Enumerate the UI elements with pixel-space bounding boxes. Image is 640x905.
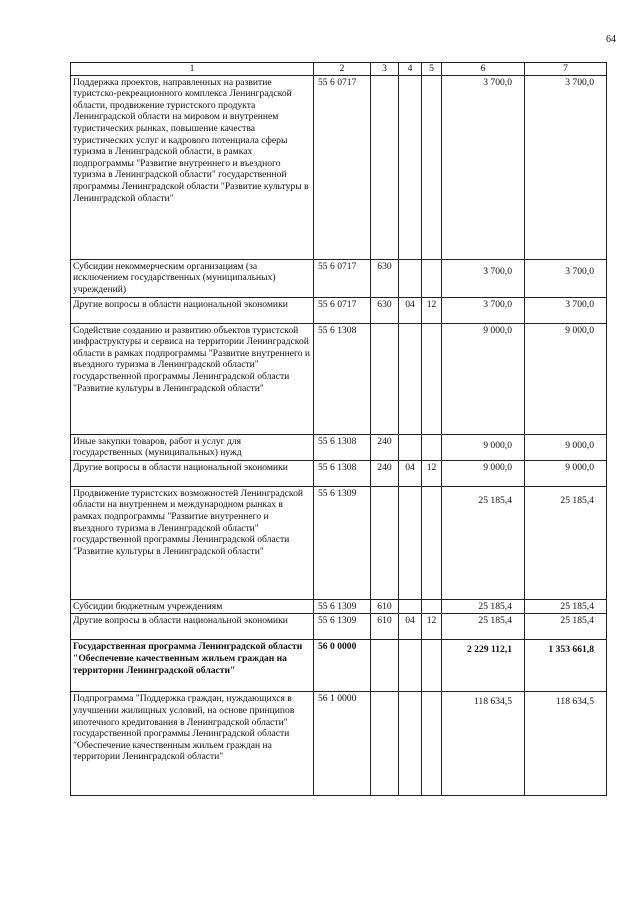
row-rz	[399, 692, 422, 796]
table-row	[71, 599, 607, 614]
row-rz	[399, 486, 422, 599]
header-cell: 1	[71, 63, 314, 76]
row-vr	[371, 640, 399, 692]
row-value-2: 3 700,0	[525, 259, 607, 297]
table-row	[71, 460, 607, 486]
row-pr	[422, 486, 442, 599]
header-cell: 2	[314, 63, 371, 76]
row-vr	[371, 692, 399, 796]
row-value-1: 9 000,0	[442, 460, 525, 486]
row-vr: 610	[371, 614, 399, 640]
row-pr	[422, 599, 442, 614]
row-pr	[422, 640, 442, 692]
table-row	[71, 640, 607, 692]
row-value-2: 1 353 661,8	[525, 640, 607, 692]
row-code: 55 6 1308	[314, 460, 371, 486]
row-pr	[422, 75, 442, 259]
table-row	[71, 692, 607, 796]
row-name: Продвижение туристских возможностей Ленинградской области на внутреннем и международном рынках в рамках подпрограммы "Развитие внутреннего и въездного туризма в Ленинградской области" государственной программы Ленинградской области "Развитие культуры в Ленинградской области"	[71, 486, 314, 599]
row-pr	[422, 259, 442, 297]
row-code: 55 6 1309	[314, 486, 371, 599]
row-name: Субсидии некоммерческим организациям (за исключением государственных (муниципальных) учреждений)	[71, 259, 314, 297]
row-pr: 12	[422, 614, 442, 640]
budget-table	[70, 62, 607, 796]
row-name: Другие вопросы в области национальной экономики	[71, 297, 314, 323]
row-name: Государственная программа Ленинградской области "Обеспечение качественным жильем граждан на территории Ленинградской области"	[71, 640, 314, 692]
row-code: 55 6 0717	[314, 259, 371, 297]
row-name: Поддержка проектов, направленных на развитие туристско-рекреационного комплекса Ленинградской области, продвижение туристского продукта Ленинградской области на мировом и внутреннем туристических рынках, повышение качества туристических услуг и кадрового потенциала сферы туризма в Ленинградской области, в рамках подпрограммы "Развитие внутреннего и въездного туризма в Ленинградской области" государственной программы Ленинградской области "Развитие культуры в Ленинградской области"	[71, 75, 314, 259]
row-vr: 240	[371, 434, 399, 460]
row-name: Другие вопросы в области национальной экономики	[71, 614, 314, 640]
row-pr	[422, 323, 442, 434]
row-value-2: 25 185,4	[525, 486, 607, 599]
row-value-2: 9 000,0	[525, 434, 607, 460]
row-value-1: 25 185,4	[442, 614, 525, 640]
row-code: 55 6 0717	[314, 75, 371, 259]
row-value-2: 118 634,5	[525, 692, 607, 796]
row-vr: 610	[371, 599, 399, 614]
row-name: Содействие созданию и развитию объектов туристской инфраструктуры и сервиса на территории Ленинградской области в рамках подпрограммы "Развитие внутреннего и въездного туризма в Ленинградской области" государственной программы Ленинградской области "Развитие культуры в Ленинградской области"	[71, 323, 314, 434]
row-value-1: 25 185,4	[442, 599, 525, 614]
row-code: 55 6 1309	[314, 599, 371, 614]
row-value-2: 3 700,0	[525, 297, 607, 323]
row-value-1: 3 700,0	[442, 259, 525, 297]
row-name: Субсидии бюджетным учреждениям	[71, 599, 314, 614]
header-cell: 3	[371, 63, 399, 76]
row-pr	[422, 692, 442, 796]
row-value-1: 3 700,0	[442, 297, 525, 323]
row-vr: 240	[371, 460, 399, 486]
header-cell: 6	[442, 63, 525, 76]
table-row	[71, 75, 607, 259]
row-code: 55 6 1308	[314, 323, 371, 434]
table-row	[71, 259, 607, 297]
page-number: 64	[606, 34, 616, 45]
row-name: Иные закупки товаров, работ и услуг для государственных (муниципальных) нужд	[71, 434, 314, 460]
row-code: 55 6 1309	[314, 614, 371, 640]
header-cell: 4	[399, 63, 422, 76]
row-code: 55 6 1308	[314, 434, 371, 460]
row-pr: 12	[422, 460, 442, 486]
table-row	[71, 434, 607, 460]
row-name: Другие вопросы в области национальной экономики	[71, 460, 314, 486]
row-vr	[371, 486, 399, 599]
row-code: 56 1 0000	[314, 692, 371, 796]
row-value-1: 2 229 112,1	[442, 640, 525, 692]
table-row	[71, 614, 607, 640]
row-pr: 12	[422, 297, 442, 323]
row-rz	[399, 323, 422, 434]
row-value-1: 9 000,0	[442, 323, 525, 434]
header-cell: 5	[422, 63, 442, 76]
row-rz	[399, 434, 422, 460]
row-value-2: 9 000,0	[525, 323, 607, 434]
row-value-1: 25 185,4	[442, 486, 525, 599]
table-header-row	[71, 63, 607, 76]
table-row	[71, 486, 607, 599]
row-vr: 630	[371, 259, 399, 297]
row-value-2: 9 000,0	[525, 460, 607, 486]
row-rz	[399, 599, 422, 614]
table-row	[71, 297, 607, 323]
row-rz: 04	[399, 614, 422, 640]
row-name: Подпрограмма "Поддержка граждан, нуждающихся в улучшении жилищных условий, на основе принципов ипотечного кредитования в Ленинградской области" государственной программы Ленинградской области "Обеспечение качественным жильем граждан на территории Ленинградской области"	[71, 692, 314, 796]
table-row	[71, 323, 607, 434]
row-value-2: 25 185,4	[525, 599, 607, 614]
row-value-1: 118 634,5	[442, 692, 525, 796]
row-rz: 04	[399, 460, 422, 486]
row-value-2: 25 185,4	[525, 614, 607, 640]
row-vr	[371, 75, 399, 259]
row-rz	[399, 259, 422, 297]
row-code: 56 0 0000	[314, 640, 371, 692]
header-cell: 7	[525, 63, 607, 76]
row-pr	[422, 434, 442, 460]
row-value-2: 3 700,0	[525, 75, 607, 259]
row-rz: 04	[399, 297, 422, 323]
row-rz	[399, 75, 422, 259]
row-vr: 630	[371, 297, 399, 323]
row-rz	[399, 640, 422, 692]
row-value-1: 3 700,0	[442, 75, 525, 259]
row-value-1: 9 000,0	[442, 434, 525, 460]
row-code: 55 6 0717	[314, 297, 371, 323]
row-vr	[371, 323, 399, 434]
